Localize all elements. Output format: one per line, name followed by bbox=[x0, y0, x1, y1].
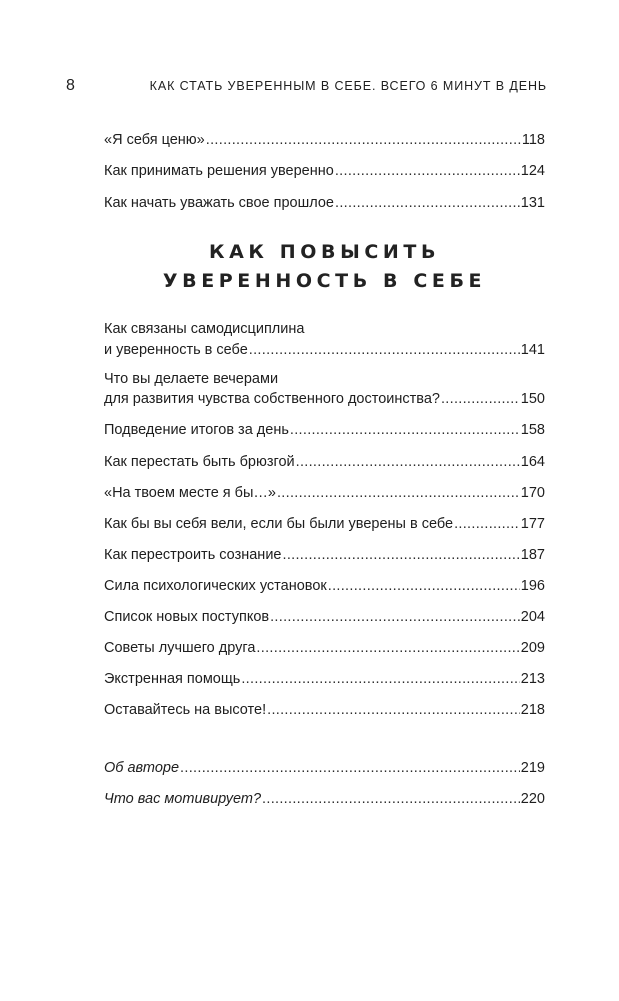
toc-entry[interactable] bbox=[104, 483, 545, 503]
toc-entry[interactable] bbox=[104, 193, 545, 213]
section-heading-line-1: КАК ПОВЫСИТЬ bbox=[208, 241, 441, 263]
toc-entry-title: Как перестроить сознание bbox=[104, 547, 282, 563]
toc-entry-page: 164 bbox=[520, 454, 545, 470]
toc-entry-page: 187 bbox=[520, 547, 545, 563]
toc-entry-page: 177 bbox=[520, 516, 545, 532]
toc-entry[interactable] bbox=[104, 514, 545, 534]
toc-entry[interactable] bbox=[104, 161, 545, 181]
toc-entry[interactable] bbox=[104, 452, 545, 472]
toc-entry-title: и уверенность в себе bbox=[104, 342, 248, 358]
toc-entry-title: Советы лучшего друга bbox=[104, 640, 256, 656]
toc-entry-title: Подведение итогов за день bbox=[104, 422, 289, 438]
dot-leader bbox=[335, 193, 520, 213]
dot-leader bbox=[454, 514, 520, 534]
toc-entry-title: «На твоем месте я бы…» bbox=[104, 485, 276, 501]
toc-entry-title: «Я себя ценю» bbox=[104, 132, 205, 148]
toc-entry-page: 124 bbox=[520, 163, 545, 179]
toc-entry[interactable] bbox=[104, 789, 545, 809]
toc-entry[interactable] bbox=[104, 700, 545, 720]
dot-leader bbox=[267, 700, 520, 720]
dot-leader bbox=[290, 420, 520, 440]
running-head: КАК СТАТЬ УВЕРЕННЫМ В СЕБЕ. ВСЕГО 6 МИНУТ В ДЕНЬ bbox=[149, 79, 547, 93]
toc-entry-title: для развития чувства собственного достоинства? bbox=[104, 391, 440, 407]
toc-entry-title: Список новых поступков bbox=[104, 609, 270, 625]
dot-leader bbox=[206, 130, 521, 150]
dot-leader bbox=[256, 638, 519, 658]
toc-entry-title: Как принимать решения уверенно bbox=[104, 163, 334, 179]
toc-entry-title: Как бы вы себя вели, если бы были уверены в себе bbox=[104, 516, 454, 532]
dot-leader bbox=[335, 161, 520, 181]
toc-entry[interactable] bbox=[104, 340, 545, 360]
toc-entry-page: 141 bbox=[520, 342, 545, 358]
toc-entry-page: 204 bbox=[520, 609, 545, 625]
dot-leader bbox=[282, 545, 519, 565]
toc-entry[interactable] bbox=[104, 758, 545, 778]
toc-entry-page: 209 bbox=[520, 640, 545, 656]
toc-entry-page: 218 bbox=[520, 702, 545, 718]
dot-leader bbox=[328, 576, 520, 596]
toc-entry[interactable] bbox=[104, 420, 545, 440]
toc-entry[interactable] bbox=[104, 669, 545, 689]
toc-entry-page: 131 bbox=[520, 195, 545, 211]
toc-entry-page: 158 bbox=[520, 422, 545, 438]
toc-entry[interactable] bbox=[104, 389, 545, 409]
dot-leader bbox=[441, 389, 520, 409]
toc-entry-title: Как начать уважать свое прошлое bbox=[104, 195, 334, 211]
toc-entry-page: 150 bbox=[520, 391, 545, 407]
dot-leader bbox=[241, 669, 519, 689]
toc-entry-page: 220 bbox=[520, 791, 545, 807]
toc-entry-title-line-1: Что вы делаете вечерами bbox=[104, 371, 279, 387]
toc-entry[interactable] bbox=[104, 576, 545, 596]
toc-entry-title-line-1: Как связаны самодисциплина bbox=[104, 321, 305, 337]
toc-entry[interactable] bbox=[104, 130, 545, 150]
toc-entry-title: Как перестать быть брюзгой bbox=[104, 454, 295, 470]
toc-entry-page: 170 bbox=[520, 485, 545, 501]
dot-leader bbox=[277, 483, 520, 503]
toc-entry-title: Сила психологических установок bbox=[104, 578, 327, 594]
toc-entry-page: 196 bbox=[520, 578, 545, 594]
toc-entry-title: Оставайтесь на высоте! bbox=[104, 702, 267, 718]
dot-leader bbox=[249, 340, 520, 360]
page-number: 8 bbox=[66, 77, 75, 94]
dot-leader bbox=[262, 789, 520, 809]
dot-leader bbox=[270, 607, 520, 627]
toc-entry-title: Экстренная помощь bbox=[104, 671, 241, 687]
toc-entry[interactable] bbox=[104, 607, 545, 627]
toc-entry-page: 118 bbox=[521, 132, 545, 148]
toc-entry[interactable] bbox=[104, 545, 545, 565]
toc-entry-title: Об авторе bbox=[104, 760, 180, 776]
toc-entry-page: 213 bbox=[520, 671, 545, 687]
toc-entry-title: Что вас мотивирует? bbox=[104, 791, 262, 807]
dot-leader bbox=[296, 452, 520, 472]
toc-entry-page: 219 bbox=[520, 760, 545, 776]
section-heading-line-2: УВЕРЕННОСТЬ В СЕБЕ bbox=[162, 270, 487, 292]
toc-entry[interactable] bbox=[104, 638, 545, 658]
dot-leader bbox=[180, 758, 520, 778]
